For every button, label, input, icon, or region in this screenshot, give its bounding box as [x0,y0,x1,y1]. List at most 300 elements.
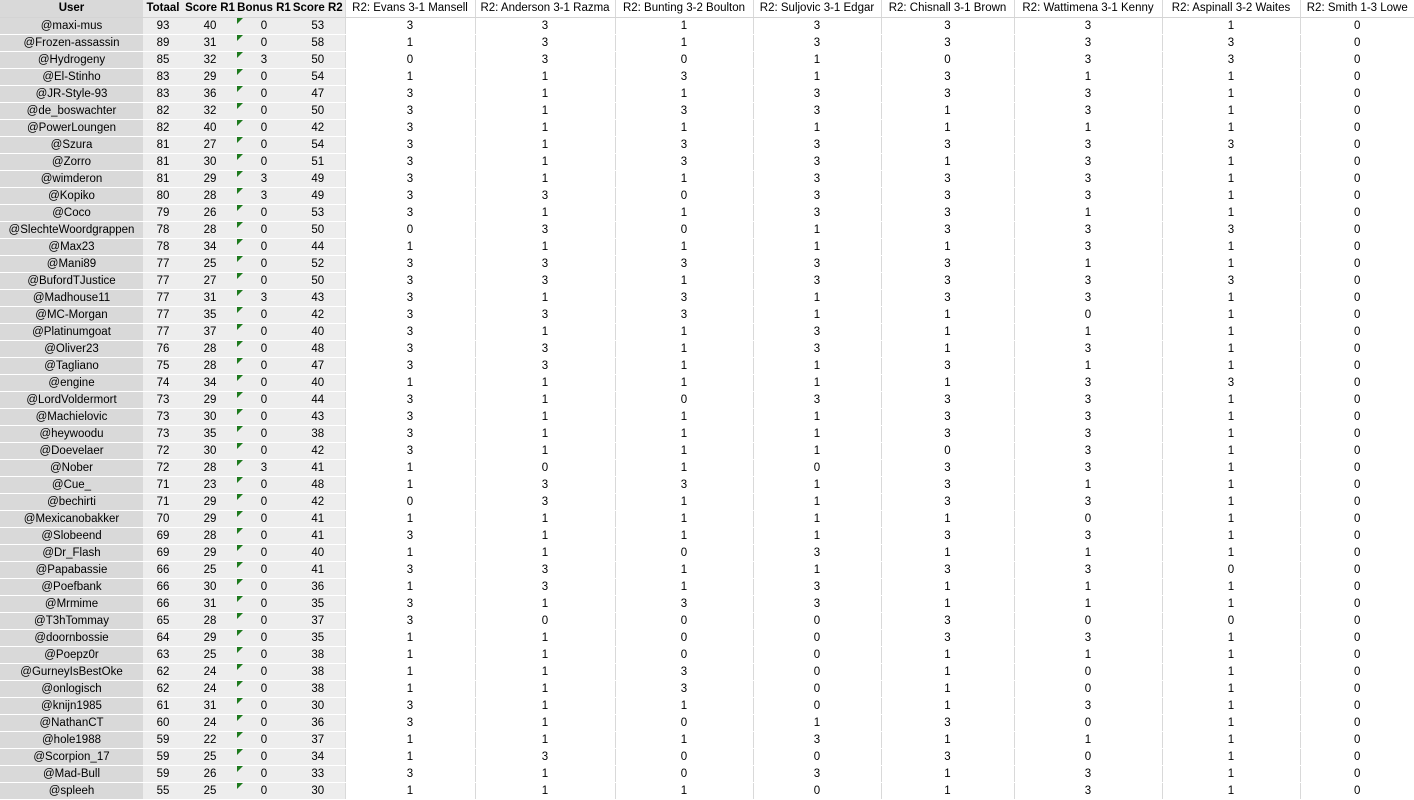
cell-match-5[interactable]: 3 [881,256,1014,273]
cell-bonus-r1[interactable]: 0 [237,528,291,545]
cell-totaal[interactable]: 89 [143,35,183,52]
cell-user[interactable]: @Hydrogeny [0,52,143,69]
cell-match-1[interactable]: 1 [345,732,475,749]
cell-match-5[interactable]: 1 [881,596,1014,613]
cell-match-7[interactable]: 1 [1162,103,1300,120]
cell-match-8[interactable]: 0 [1300,647,1414,664]
cell-match-3[interactable]: 1 [615,443,753,460]
cell-match-6[interactable]: 3 [1014,630,1162,647]
cell-score-r1[interactable]: 30 [183,579,237,596]
cell-match-6[interactable]: 3 [1014,86,1162,103]
cell-match-4[interactable]: 3 [753,392,881,409]
cell-match-2[interactable]: 1 [475,137,615,154]
cell-match-6[interactable]: 1 [1014,647,1162,664]
cell-match-5[interactable]: 3 [881,409,1014,426]
cell-score-r1[interactable]: 31 [183,35,237,52]
cell-match-2[interactable]: 3 [475,477,615,494]
cell-match-6[interactable]: 1 [1014,732,1162,749]
cell-user[interactable]: @Mad-Bull [0,766,143,783]
cell-user[interactable]: @Papabassie [0,562,143,579]
cell-bonus-r1[interactable]: 0 [237,18,291,35]
cell-bonus-r1[interactable]: 0 [237,392,291,409]
cell-match-5[interactable]: 3 [881,69,1014,86]
cell-match-4[interactable]: 0 [753,613,881,630]
cell-match-2[interactable]: 3 [475,562,615,579]
cell-score-r1[interactable]: 24 [183,715,237,732]
cell-match-5[interactable]: 1 [881,647,1014,664]
cell-match-6[interactable]: 0 [1014,613,1162,630]
cell-match-2[interactable]: 3 [475,256,615,273]
cell-match-4[interactable]: 3 [753,341,881,358]
cell-match-3[interactable]: 1 [615,409,753,426]
cell-match-8[interactable]: 0 [1300,137,1414,154]
cell-bonus-r1[interactable]: 0 [237,579,291,596]
cell-score-r1[interactable]: 40 [183,18,237,35]
cell-score-r1[interactable]: 25 [183,256,237,273]
cell-match-7[interactable]: 3 [1162,273,1300,290]
cell-match-6[interactable]: 3 [1014,52,1162,69]
cell-match-7[interactable]: 1 [1162,324,1300,341]
cell-score-r2[interactable]: 43 [291,290,345,307]
cell-score-r2[interactable]: 38 [291,426,345,443]
cell-match-3[interactable]: 1 [615,511,753,528]
cell-match-3[interactable]: 1 [615,528,753,545]
cell-match-5[interactable]: 1 [881,511,1014,528]
cell-match-1[interactable]: 3 [345,154,475,171]
cell-score-r1[interactable]: 26 [183,205,237,222]
cell-match-4[interactable]: 3 [753,732,881,749]
cell-score-r2[interactable]: 35 [291,596,345,613]
cell-user[interactable]: @Mani89 [0,256,143,273]
cell-score-r1[interactable]: 28 [183,528,237,545]
cell-match-6[interactable]: 1 [1014,579,1162,596]
cell-match-6[interactable]: 3 [1014,18,1162,35]
cell-score-r2[interactable]: 42 [291,494,345,511]
cell-match-2[interactable]: 1 [475,664,615,681]
cell-score-r1[interactable]: 27 [183,137,237,154]
cell-score-r2[interactable]: 33 [291,766,345,783]
cell-match-2[interactable]: 1 [475,647,615,664]
cell-score-r1[interactable]: 31 [183,596,237,613]
cell-match-1[interactable]: 1 [345,749,475,766]
cell-match-2[interactable]: 0 [475,613,615,630]
cell-match-6[interactable]: 3 [1014,528,1162,545]
cell-match-6[interactable]: 3 [1014,698,1162,715]
cell-match-7[interactable]: 1 [1162,307,1300,324]
cell-score-r1[interactable]: 25 [183,647,237,664]
cell-score-r2[interactable]: 38 [291,664,345,681]
cell-match-2[interactable]: 0 [475,460,615,477]
cell-bonus-r1[interactable]: 0 [237,120,291,137]
cell-match-6[interactable]: 3 [1014,222,1162,239]
cell-match-5[interactable]: 1 [881,681,1014,698]
cell-match-8[interactable]: 0 [1300,239,1414,256]
cell-score-r2[interactable]: 42 [291,307,345,324]
cell-match-2[interactable]: 3 [475,749,615,766]
cell-match-5[interactable]: 3 [881,494,1014,511]
cell-match-8[interactable]: 0 [1300,171,1414,188]
cell-match-7[interactable]: 1 [1162,494,1300,511]
cell-score-r2[interactable]: 35 [291,630,345,647]
cell-match-4[interactable]: 0 [753,681,881,698]
cell-match-1[interactable]: 3 [345,188,475,205]
cell-score-r1[interactable]: 29 [183,494,237,511]
cell-match-7[interactable]: 1 [1162,69,1300,86]
cell-match-1[interactable]: 3 [345,528,475,545]
cell-match-2[interactable]: 1 [475,205,615,222]
cell-bonus-r1[interactable]: 0 [237,409,291,426]
cell-match-8[interactable]: 0 [1300,273,1414,290]
cell-totaal[interactable]: 75 [143,358,183,375]
cell-match-7[interactable]: 3 [1162,137,1300,154]
cell-match-8[interactable]: 0 [1300,630,1414,647]
cell-match-2[interactable]: 3 [475,579,615,596]
cell-user[interactable]: @Coco [0,205,143,222]
cell-user[interactable]: @Kopiko [0,188,143,205]
cell-totaal[interactable]: 81 [143,171,183,188]
cell-match-4[interactable]: 1 [753,528,881,545]
cell-match-5[interactable]: 3 [881,18,1014,35]
cell-score-r1[interactable]: 34 [183,375,237,392]
cell-match-2[interactable]: 1 [475,698,615,715]
cell-match-8[interactable]: 0 [1300,120,1414,137]
cell-match-3[interactable]: 0 [615,222,753,239]
cell-user[interactable]: @hole1988 [0,732,143,749]
cell-match-7[interactable]: 1 [1162,290,1300,307]
cell-user[interactable]: @Mexicanobakker [0,511,143,528]
cell-totaal[interactable]: 62 [143,681,183,698]
cell-match-7[interactable]: 3 [1162,375,1300,392]
cell-match-6[interactable]: 1 [1014,69,1162,86]
cell-score-r1[interactable]: 28 [183,341,237,358]
cell-match-6[interactable]: 0 [1014,307,1162,324]
cell-match-6[interactable]: 3 [1014,783,1162,800]
cell-bonus-r1[interactable]: 3 [237,290,291,307]
cell-match-6[interactable]: 3 [1014,460,1162,477]
cell-match-2[interactable]: 1 [475,511,615,528]
cell-match-7[interactable]: 1 [1162,341,1300,358]
cell-score-r2[interactable]: 52 [291,256,345,273]
cell-match-4[interactable]: 1 [753,426,881,443]
cell-match-7[interactable]: 1 [1162,749,1300,766]
cell-score-r2[interactable]: 42 [291,443,345,460]
cell-user[interactable]: @GurneyIsBestOke [0,664,143,681]
column-header-match-4[interactable]: R2: Suljovic 3-1 Edgar [753,0,881,18]
cell-match-8[interactable]: 0 [1300,579,1414,596]
cell-match-6[interactable]: 0 [1014,664,1162,681]
cell-totaal[interactable]: 70 [143,511,183,528]
cell-match-2[interactable]: 1 [475,596,615,613]
cell-totaal[interactable]: 78 [143,239,183,256]
cell-match-3[interactable]: 0 [615,647,753,664]
cell-match-8[interactable]: 0 [1300,103,1414,120]
cell-score-r2[interactable]: 38 [291,647,345,664]
cell-totaal[interactable]: 78 [143,222,183,239]
cell-match-3[interactable]: 1 [615,375,753,392]
cell-score-r1[interactable]: 30 [183,443,237,460]
cell-score-r2[interactable]: 48 [291,341,345,358]
cell-score-r2[interactable]: 47 [291,358,345,375]
cell-bonus-r1[interactable]: 0 [237,443,291,460]
cell-match-2[interactable]: 1 [475,69,615,86]
cell-totaal[interactable]: 72 [143,460,183,477]
cell-score-r2[interactable]: 50 [291,52,345,69]
cell-match-3[interactable]: 1 [615,783,753,800]
cell-match-1[interactable]: 1 [345,69,475,86]
cell-totaal[interactable]: 71 [143,477,183,494]
cell-match-4[interactable]: 3 [753,205,881,222]
cell-user[interactable]: @Cue_ [0,477,143,494]
cell-match-6[interactable]: 3 [1014,273,1162,290]
cell-match-1[interactable]: 3 [345,443,475,460]
cell-bonus-r1[interactable]: 3 [237,171,291,188]
cell-match-6[interactable]: 1 [1014,545,1162,562]
cell-match-7[interactable]: 1 [1162,239,1300,256]
cell-match-6[interactable]: 1 [1014,358,1162,375]
cell-match-1[interactable]: 3 [345,273,475,290]
cell-match-5[interactable]: 0 [881,443,1014,460]
cell-match-5[interactable]: 3 [881,613,1014,630]
cell-match-7[interactable]: 1 [1162,681,1300,698]
cell-totaal[interactable]: 59 [143,766,183,783]
cell-match-4[interactable]: 3 [753,188,881,205]
cell-match-8[interactable]: 0 [1300,443,1414,460]
cell-match-6[interactable]: 3 [1014,103,1162,120]
cell-match-7[interactable]: 1 [1162,477,1300,494]
cell-score-r1[interactable]: 40 [183,120,237,137]
cell-match-2[interactable]: 1 [475,715,615,732]
cell-match-4[interactable]: 3 [753,35,881,52]
cell-match-6[interactable]: 3 [1014,239,1162,256]
cell-match-8[interactable]: 0 [1300,256,1414,273]
cell-score-r2[interactable]: 54 [291,69,345,86]
cell-match-3[interactable]: 1 [615,460,753,477]
cell-match-2[interactable]: 3 [475,307,615,324]
cell-match-8[interactable]: 0 [1300,613,1414,630]
cell-match-2[interactable]: 1 [475,426,615,443]
cell-match-5[interactable]: 1 [881,239,1014,256]
cell-match-3[interactable]: 1 [615,35,753,52]
cell-totaal[interactable]: 66 [143,596,183,613]
cell-match-7[interactable]: 1 [1162,409,1300,426]
cell-bonus-r1[interactable]: 0 [237,86,291,103]
cell-match-8[interactable]: 0 [1300,698,1414,715]
column-header-match-5[interactable]: R2: Chisnall 3-1 Brown [881,0,1014,18]
cell-match-2[interactable]: 3 [475,35,615,52]
cell-score-r2[interactable]: 37 [291,732,345,749]
cell-totaal[interactable]: 61 [143,698,183,715]
cell-match-8[interactable]: 0 [1300,18,1414,35]
cell-match-1[interactable]: 3 [345,290,475,307]
cell-bonus-r1[interactable]: 0 [237,766,291,783]
cell-match-8[interactable]: 0 [1300,69,1414,86]
cell-totaal[interactable]: 66 [143,579,183,596]
cell-match-4[interactable]: 3 [753,154,881,171]
cell-match-1[interactable]: 1 [345,783,475,800]
cell-match-5[interactable]: 1 [881,120,1014,137]
cell-bonus-r1[interactable]: 0 [237,154,291,171]
cell-user[interactable]: @onlogisch [0,681,143,698]
cell-match-7[interactable]: 1 [1162,732,1300,749]
cell-score-r2[interactable]: 41 [291,562,345,579]
cell-match-8[interactable]: 0 [1300,732,1414,749]
cell-score-r1[interactable]: 30 [183,154,237,171]
cell-match-8[interactable]: 0 [1300,426,1414,443]
cell-totaal[interactable]: 77 [143,307,183,324]
cell-totaal[interactable]: 64 [143,630,183,647]
cell-match-3[interactable]: 0 [615,766,753,783]
cell-bonus-r1[interactable]: 0 [237,681,291,698]
cell-totaal[interactable]: 81 [143,154,183,171]
cell-match-8[interactable]: 0 [1300,477,1414,494]
cell-bonus-r1[interactable]: 0 [237,222,291,239]
cell-match-6[interactable]: 3 [1014,562,1162,579]
cell-bonus-r1[interactable]: 0 [237,426,291,443]
cell-match-1[interactable]: 1 [345,477,475,494]
cell-match-4[interactable]: 0 [753,749,881,766]
cell-bonus-r1[interactable]: 0 [237,69,291,86]
cell-match-4[interactable]: 1 [753,69,881,86]
cell-totaal[interactable]: 83 [143,69,183,86]
cell-bonus-r1[interactable]: 0 [237,239,291,256]
cell-totaal[interactable]: 77 [143,324,183,341]
cell-match-1[interactable]: 3 [345,120,475,137]
cell-score-r1[interactable]: 29 [183,630,237,647]
cell-match-1[interactable]: 1 [345,579,475,596]
cell-score-r1[interactable]: 29 [183,392,237,409]
cell-bonus-r1[interactable]: 0 [237,307,291,324]
cell-match-2[interactable]: 1 [475,171,615,188]
cell-score-r2[interactable]: 41 [291,528,345,545]
cell-score-r2[interactable]: 34 [291,749,345,766]
cell-match-2[interactable]: 1 [475,545,615,562]
cell-match-8[interactable]: 0 [1300,358,1414,375]
cell-match-1[interactable]: 1 [345,511,475,528]
cell-score-r2[interactable]: 44 [291,392,345,409]
cell-score-r1[interactable]: 25 [183,562,237,579]
cell-match-8[interactable]: 0 [1300,511,1414,528]
cell-totaal[interactable]: 55 [143,783,183,800]
cell-match-8[interactable]: 0 [1300,35,1414,52]
cell-match-8[interactable]: 0 [1300,222,1414,239]
cell-bonus-r1[interactable]: 0 [237,562,291,579]
cell-user[interactable]: @engine [0,375,143,392]
cell-match-1[interactable]: 3 [345,137,475,154]
cell-user[interactable]: @Frozen-assassin [0,35,143,52]
cell-match-8[interactable]: 0 [1300,715,1414,732]
cell-score-r2[interactable]: 47 [291,86,345,103]
cell-match-8[interactable]: 0 [1300,324,1414,341]
cell-score-r1[interactable]: 25 [183,749,237,766]
cell-match-2[interactable]: 1 [475,86,615,103]
cell-match-3[interactable]: 3 [615,256,753,273]
cell-match-3[interactable]: 3 [615,69,753,86]
cell-bonus-r1[interactable]: 0 [237,613,291,630]
cell-user[interactable]: @BufordTJustice [0,273,143,290]
cell-match-6[interactable]: 3 [1014,154,1162,171]
cell-score-r2[interactable]: 49 [291,171,345,188]
cell-bonus-r1[interactable]: 0 [237,494,291,511]
cell-match-3[interactable]: 3 [615,596,753,613]
cell-match-6[interactable]: 3 [1014,290,1162,307]
cell-match-6[interactable]: 0 [1014,511,1162,528]
cell-match-4[interactable]: 1 [753,494,881,511]
cell-match-1[interactable]: 3 [345,341,475,358]
cell-match-7[interactable]: 1 [1162,511,1300,528]
cell-match-5[interactable]: 1 [881,698,1014,715]
cell-match-3[interactable]: 3 [615,681,753,698]
column-header-match-8[interactable]: R2: Smith 1-3 Lowe [1300,0,1414,18]
cell-match-1[interactable]: 3 [345,18,475,35]
cell-bonus-r1[interactable]: 0 [237,375,291,392]
cell-totaal[interactable]: 63 [143,647,183,664]
cell-match-3[interactable]: 3 [615,290,753,307]
cell-match-7[interactable]: 1 [1162,766,1300,783]
cell-bonus-r1[interactable]: 0 [237,35,291,52]
cell-score-r1[interactable]: 27 [183,273,237,290]
cell-match-7[interactable]: 1 [1162,630,1300,647]
cell-user[interactable]: @wimderon [0,171,143,188]
cell-match-2[interactable]: 3 [475,18,615,35]
cell-match-5[interactable]: 3 [881,630,1014,647]
cell-match-4[interactable]: 1 [753,715,881,732]
cell-score-r1[interactable]: 29 [183,171,237,188]
cell-bonus-r1[interactable]: 0 [237,273,291,290]
cell-match-2[interactable]: 1 [475,681,615,698]
cell-score-r2[interactable]: 40 [291,545,345,562]
cell-score-r2[interactable]: 51 [291,154,345,171]
cell-match-4[interactable]: 3 [753,256,881,273]
cell-user[interactable]: @knijn1985 [0,698,143,715]
cell-match-4[interactable]: 0 [753,630,881,647]
cell-match-4[interactable]: 3 [753,579,881,596]
cell-match-8[interactable]: 0 [1300,52,1414,69]
cell-match-3[interactable]: 1 [615,324,753,341]
cell-match-1[interactable]: 3 [345,256,475,273]
cell-match-2[interactable]: 1 [475,783,615,800]
cell-match-7[interactable]: 1 [1162,596,1300,613]
cell-match-1[interactable]: 3 [345,392,475,409]
cell-match-1[interactable]: 3 [345,613,475,630]
cell-score-r2[interactable]: 44 [291,239,345,256]
cell-score-r1[interactable]: 22 [183,732,237,749]
cell-match-2[interactable]: 1 [475,103,615,120]
cell-match-7[interactable]: 1 [1162,392,1300,409]
cell-match-8[interactable]: 0 [1300,664,1414,681]
cell-totaal[interactable]: 74 [143,375,183,392]
cell-match-2[interactable]: 3 [475,494,615,511]
cell-user[interactable]: @SlechteWoordgrappen [0,222,143,239]
cell-totaal[interactable]: 82 [143,103,183,120]
column-header-match-6[interactable]: R2: Wattimena 3-1 Kenny [1014,0,1162,18]
cell-score-r2[interactable]: 54 [291,137,345,154]
cell-bonus-r1[interactable]: 0 [237,358,291,375]
cell-match-6[interactable]: 3 [1014,766,1162,783]
cell-totaal[interactable]: 76 [143,341,183,358]
cell-totaal[interactable]: 85 [143,52,183,69]
cell-totaal[interactable]: 72 [143,443,183,460]
cell-bonus-r1[interactable]: 0 [237,103,291,120]
cell-match-3[interactable]: 1 [615,120,753,137]
column-header-bonus-r1[interactable]: Bonus R1 [237,0,291,18]
cell-user[interactable]: @bechirti [0,494,143,511]
cell-match-5[interactable]: 3 [881,35,1014,52]
cell-match-1[interactable]: 1 [345,545,475,562]
cell-match-5[interactable]: 1 [881,579,1014,596]
cell-user[interactable]: @LordVoldermort [0,392,143,409]
cell-match-5[interactable]: 3 [881,460,1014,477]
cell-match-1[interactable]: 0 [345,494,475,511]
